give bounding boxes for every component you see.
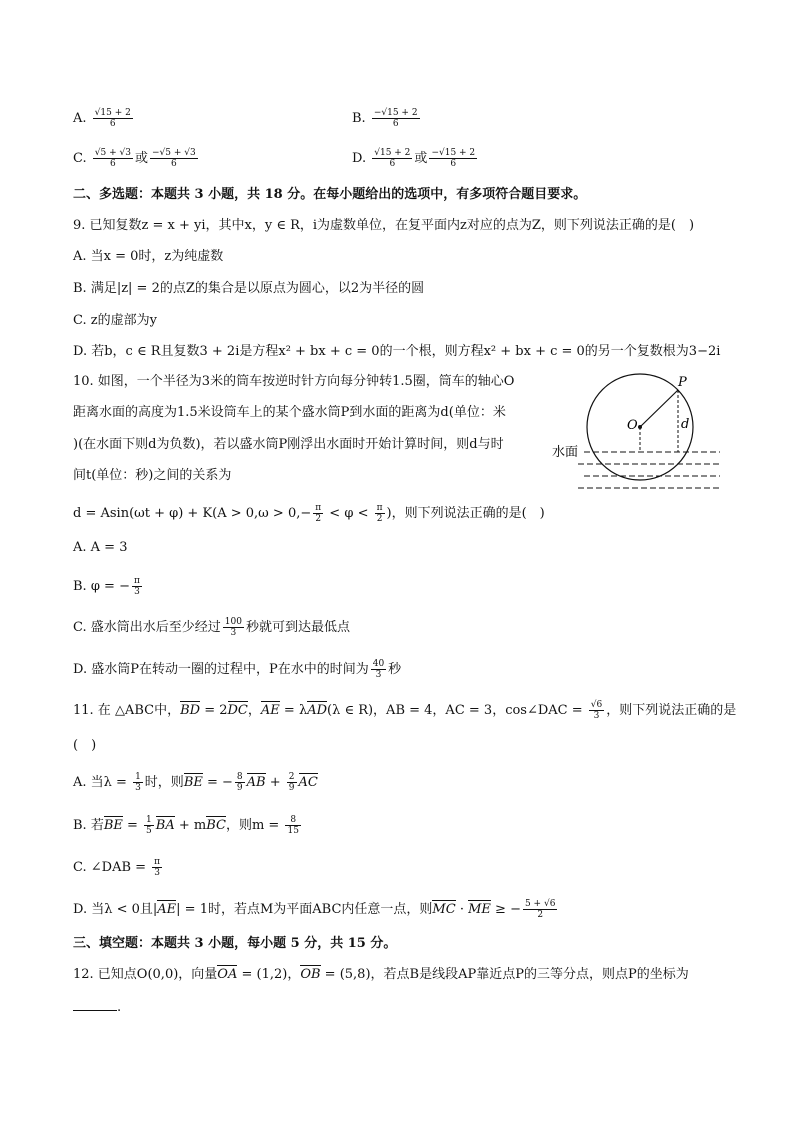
question-10-line-2: 距离水面的高度为1.5米设筒车上的某个盛水筒P到水面的距离为d(单位：米 [73,405,506,420]
q8-option-d: D. $\frac{√15 + 2}{6}$ 或 $\frac{-√15 + 2}{6}$ [352,148,476,169]
question-11-paren: ( ) [73,738,97,753]
section-heading-multiple-choice: 二、多选题：本题共 3 小题，共 18 分。在每小题给出的选项中，有多项符合题目要求。 [73,187,587,202]
fraction: $\frac{-√15 + 2}{6}$ [373,108,418,129]
question-10-option-d: D. 盛水筒P在转动一圈的过程中，P在水中的时间为 $\frac{40}{3}$ 秒 [73,659,402,680]
axle-point-o [638,425,642,429]
question-9-option-a: A. 当x = 0时，z为纯虚数 [73,249,224,264]
fraction: $\frac{√15 + 2}{6}$ [94,108,131,129]
q8-option-b: B. $\frac{-√15 + 2}{6}$ [352,108,418,129]
question-10-line-4: 间t(单位：秒)之间的关系为 [73,468,232,483]
question-10-option-a: A. A = 3 [73,540,128,555]
q8-option-c: C. $\frac{√5 + √3}{6}$ 或 $\frac{-√5 + √3}{6}$ [73,148,196,169]
water-wheel-figure [548,370,728,498]
question-10-option-b: B. φ = − $\frac{\pi}{3}$ [73,576,140,597]
question-9-option-d: D. 若b，c ∈ R且复数3 + 2i是方程x² + bx + c = 0的一个根，则方程x² + bx + c = 0的另一个复数根为3−2i [73,344,721,359]
question-11-option-b: B. 若BE = $\frac{1}{5}$ BA + mBC，则m = $\frac{8}{15}$ [73,815,299,836]
label-p: P [678,375,687,390]
answer-blank[interactable] [73,998,117,1011]
question-11-option-c: C. ∠DAB = $\frac{\pi}{3}$ [73,857,161,878]
question-12-stem: 12. 已知点O(0,0)，向量OA = (1,2)，OB = (5,8)，若点B是线段AP靠近点P的三等分点，则点P的坐标为 [73,967,689,982]
q8-option-a: A. $\frac{√15 + 2}{6}$ [73,108,131,129]
question-10-line-1: 10. 如图，一个半径为3米的筒车按逆时针方向每分钟转1.5圈，筒车的轴心O [73,374,515,389]
question-9-stem: 9. 已知复数z = x + yi，其中x，y ∈ R，i为虚数单位，在复平面内z对应的点为Z，则下列说法正确的是( ) [73,218,695,233]
section-heading-fill-in: 三、填空题：本题共 3 小题，每小题 5 分，共 15 分。 [73,936,397,951]
question-10-line-3: )(在水面下则d为负数)，若以盛水筒P刚浮出水面时开始计算时间，则d与时 [73,437,504,452]
label-d: d [681,417,690,432]
question-11-stem: 11. 在 △ABC中，BD = 2DC，AE = λAD(λ ∈ R)，AB = 4，AC = 3，cos∠DAC = $\frac{√6}{3}$ ，则下列说法正确的是 [73,700,737,721]
question-11-option-d: D. 当λ < 0且|AE| = 1时，若点M为平面ABC内任意一点，则MC · ME ≥ − $\frac{5 + √6}{2}$ [73,899,556,920]
question-9-option-c: C. z的虚部为y [73,313,157,328]
label-o: O [627,418,638,433]
question-12-answer-line: . [73,998,121,1017]
question-10-option-c: C. 盛水筒出水后至少经过 $\frac{100}{3}$ 秒就可到达最低点 [73,617,350,638]
question-11-option-a: A. 当λ = $\frac{1}{3}$ 时，则BE = − $\frac{8}{9}$ AB + $\frac{2}{9}$ AC [73,772,318,793]
label-water-surface: 水面 [552,445,579,460]
question-9-option-b: B. 满足|z| = 2的点Z的集合是以原点为圆心，以2为半径的圆 [73,281,425,296]
question-10-formula: d = Asin(ωt + φ) + K(A > 0,ω > 0,− $\frac{\pi}{2}$ < φ < $\frac{\pi}{2}$ )，则下列说法正确的是( ) [73,503,545,524]
radius-line [640,390,678,427]
